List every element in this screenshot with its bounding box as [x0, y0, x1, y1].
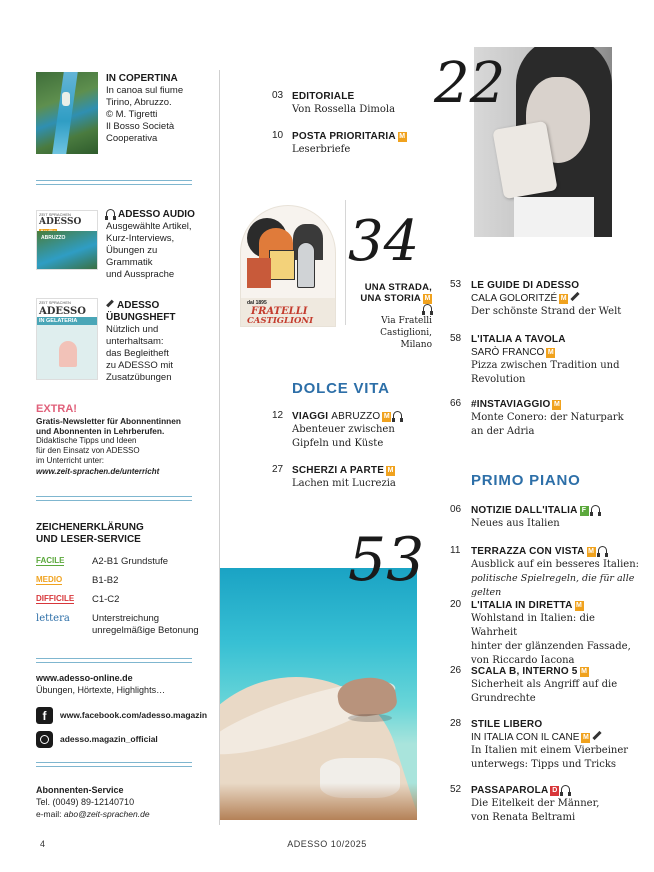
- divider: [36, 658, 192, 663]
- legend-item-lettera: lettera Unterstreichung unregelmäßige Betonung: [36, 613, 199, 636]
- service-email[interactable]: abo@zeit-sprachen.de: [63, 809, 150, 819]
- logo-text: CASTIGLIONI: [247, 316, 314, 326]
- medio-badge: M: [424, 295, 431, 302]
- toc-entry[interactable]: 52 PASSAPAROLA D Die Eitelkeit der Männer, von Renata Beltrami: [450, 784, 600, 823]
- workbook-cover-thumbnail: ZEIT SPRACHEN ADESSO IN GELATERIA: [36, 298, 98, 380]
- page-number-22: 22: [434, 51, 506, 116]
- facebook-link[interactable]: www.facebook.com/adesso.magazin: [60, 710, 208, 720]
- feature-divider: [345, 200, 346, 325]
- service-email-label: e-mail:: [36, 809, 62, 819]
- logo-text: FRATELLI: [251, 306, 308, 317]
- legend-title: ZEICHENERKLÄRUNG: [36, 522, 144, 533]
- headphones-icon: [598, 546, 607, 554]
- legend-item-difficile: DIFFICILE C1-C2: [36, 594, 120, 605]
- beach-photo: [220, 568, 417, 820]
- toc-entry[interactable]: 12 VIAGGI ABRUZZO M Abenteuer zwischen Gipfeln und Küste: [272, 410, 437, 455]
- workbook-line: das Begleitheft: [106, 348, 169, 359]
- extra-lead: Gratis-Newsletter für Abonnentinnen: [36, 416, 181, 426]
- extra-line: im Unterricht unter:: [36, 456, 105, 465]
- page-number: 4: [40, 839, 46, 849]
- workbook-line: Nützlich und: [106, 324, 159, 335]
- issue-label: ADESSO 10/2025: [287, 839, 367, 849]
- divider: [36, 762, 192, 767]
- service-tel: Tel. (0049) 89-12140710: [36, 797, 135, 807]
- audio-title: ADESSO AUDIO: [118, 209, 195, 220]
- section-heading-dolce-vita: DOLCE VITA: [292, 380, 390, 397]
- toc-entry[interactable]: 53 LE GUIDE DI ADESSO CALA GOLORITZÉ M Der schönste Strand der Welt: [450, 279, 622, 317]
- website-link[interactable]: www.adesso-online.de: [36, 673, 133, 683]
- legend-item-facile: FACILE A2-B1 Grundstufe: [36, 556, 169, 567]
- cover-line: Tirino, Abruzzo.: [106, 97, 172, 108]
- legend-item-medio: MEDIO B1-B2: [36, 575, 119, 586]
- workbook-title-1: ADESSO: [117, 300, 160, 311]
- headphones-icon: [423, 304, 432, 312]
- extra-link[interactable]: www.zeit-sprachen.de/unterricht: [36, 467, 160, 476]
- facile-badge: F: [580, 506, 589, 516]
- cover-line: Cooperativa: [106, 133, 158, 144]
- audio-line: und Aussprache: [106, 269, 175, 280]
- toc-entry[interactable]: 06 NOTIZIE DALL'ITALIA F Neues aus Italien: [450, 504, 625, 536]
- instagram-row[interactable]: [36, 731, 216, 749]
- medio-badge: M: [560, 295, 567, 302]
- extra-lead: und Abonnenten in Lehrberufen.: [36, 426, 165, 436]
- audio-cover-thumbnail: ZEIT SPRACHEN ADESSO ABRUZZO: [36, 210, 98, 270]
- divider: [36, 180, 192, 185]
- audio-line: Übungen zu Grammatik: [106, 245, 158, 268]
- fratelli-castiglioni-illustration: dal 1895 FRATELLI CASTIGLIONI: [240, 205, 336, 327]
- page-number-53: 53: [348, 525, 425, 595]
- instagram-icon: [36, 731, 53, 748]
- headphones-icon: [591, 505, 600, 513]
- cover-title: IN COPERTINA: [106, 73, 178, 84]
- divider: [36, 496, 192, 501]
- medio-badge: M: [383, 413, 390, 420]
- page-number-34: 34: [348, 209, 420, 274]
- workbook-title-2: ÜBUNGSHEFT: [106, 312, 176, 323]
- medio-badge: M: [399, 133, 406, 140]
- audio-line: Kurz-Interviews,: [106, 233, 175, 244]
- toc-entry-34[interactable]: UNA STRADA, UNA STORIA M Via Fratelli Castiglioni, Milano: [360, 282, 432, 350]
- workbook-line: Zusatzübungen: [106, 372, 172, 383]
- cover-thumbnail: [36, 72, 98, 154]
- instagram-handle[interactable]: adesso.magazin_official: [60, 734, 158, 744]
- website-desc: Übungen, Hörtexte, Highlights…: [36, 685, 166, 695]
- audio-line: Ausgewählte Artikel,: [106, 221, 192, 232]
- toc-entry[interactable]: 03 EDITORIALE Von Rossella Dimola: [272, 90, 396, 115]
- headphones-icon: [106, 209, 115, 217]
- toc-entry[interactable]: 10 POSTA PRIORITARIA M Leserbriefe: [272, 130, 406, 155]
- toc-entry[interactable]: 26 SCALA B, INTERNO 5 M Sicherheit als Angriff auf die Grundrechte: [450, 665, 618, 704]
- medio-badge: M: [588, 548, 595, 555]
- medio-badge: M: [553, 401, 560, 408]
- workbook-line: unterhaltsam:: [106, 336, 164, 347]
- facebook-row[interactable]: [36, 707, 216, 725]
- headphones-icon: [561, 785, 570, 793]
- medio-badge: M: [387, 467, 394, 474]
- workbook-line: zu ADESSO mit: [106, 360, 174, 371]
- extra-heading: EXTRA!: [36, 403, 77, 415]
- toc-entry[interactable]: 20 L'ITALIA IN DIRETTA M Wohlstand in Italien: die Wahrheit hinter der glänzenden Fassade, von Riccardo Iacona: [450, 599, 631, 666]
- medio-badge: M: [547, 349, 554, 356]
- service-title: Abonnenten-Service: [36, 785, 124, 795]
- toc-entry[interactable]: 58 L'ITALIA A TAVOLA SARÒ FRANCO M Pizza zwischen Tradition und Revolution: [450, 333, 620, 385]
- toc-entry[interactable]: 28 STILE LIBERO IN ITALIA CON IL CANE M In Italien mit einem Vierbeiner unterwegs: Tipps und Tricks: [450, 718, 629, 770]
- pencil-icon: [571, 292, 580, 301]
- cover-line: In canoa sul fiume: [106, 85, 184, 96]
- cover-line: © M. Tigretti: [106, 109, 158, 120]
- extra-line: für den Einsatz von ADESSO: [36, 446, 140, 455]
- medio-badge: M: [582, 734, 589, 741]
- toc-entry[interactable]: 11 TERRAZZA CON VISTA M Ausblick auf ein besseres Italien: politische Spielregeln, die für alle gelten: [450, 545, 640, 598]
- section-heading-primo-piano: PRIMO PIANO: [471, 472, 581, 489]
- pencil-icon: [593, 731, 602, 740]
- headphones-icon: [393, 411, 402, 419]
- pencil-icon: [106, 300, 114, 308]
- extra-line: Didaktische Tipps und Ideen: [36, 436, 137, 445]
- difficile-badge: D: [552, 787, 558, 794]
- toc-entry[interactable]: 66 #INSTAVIAGGIO M Monte Conero: der Naturpark an der Adria: [450, 398, 624, 437]
- toc-entry[interactable]: 27 SCHERZI A PARTE M Lachen mit Lucrezia: [272, 464, 396, 489]
- legend-title: UND LESER-SERVICE: [36, 534, 141, 545]
- medio-badge: M: [576, 602, 583, 609]
- cover-line: Il Bosso Società: [106, 121, 175, 132]
- facebook-icon: f: [36, 707, 53, 724]
- medio-badge: M: [581, 668, 588, 675]
